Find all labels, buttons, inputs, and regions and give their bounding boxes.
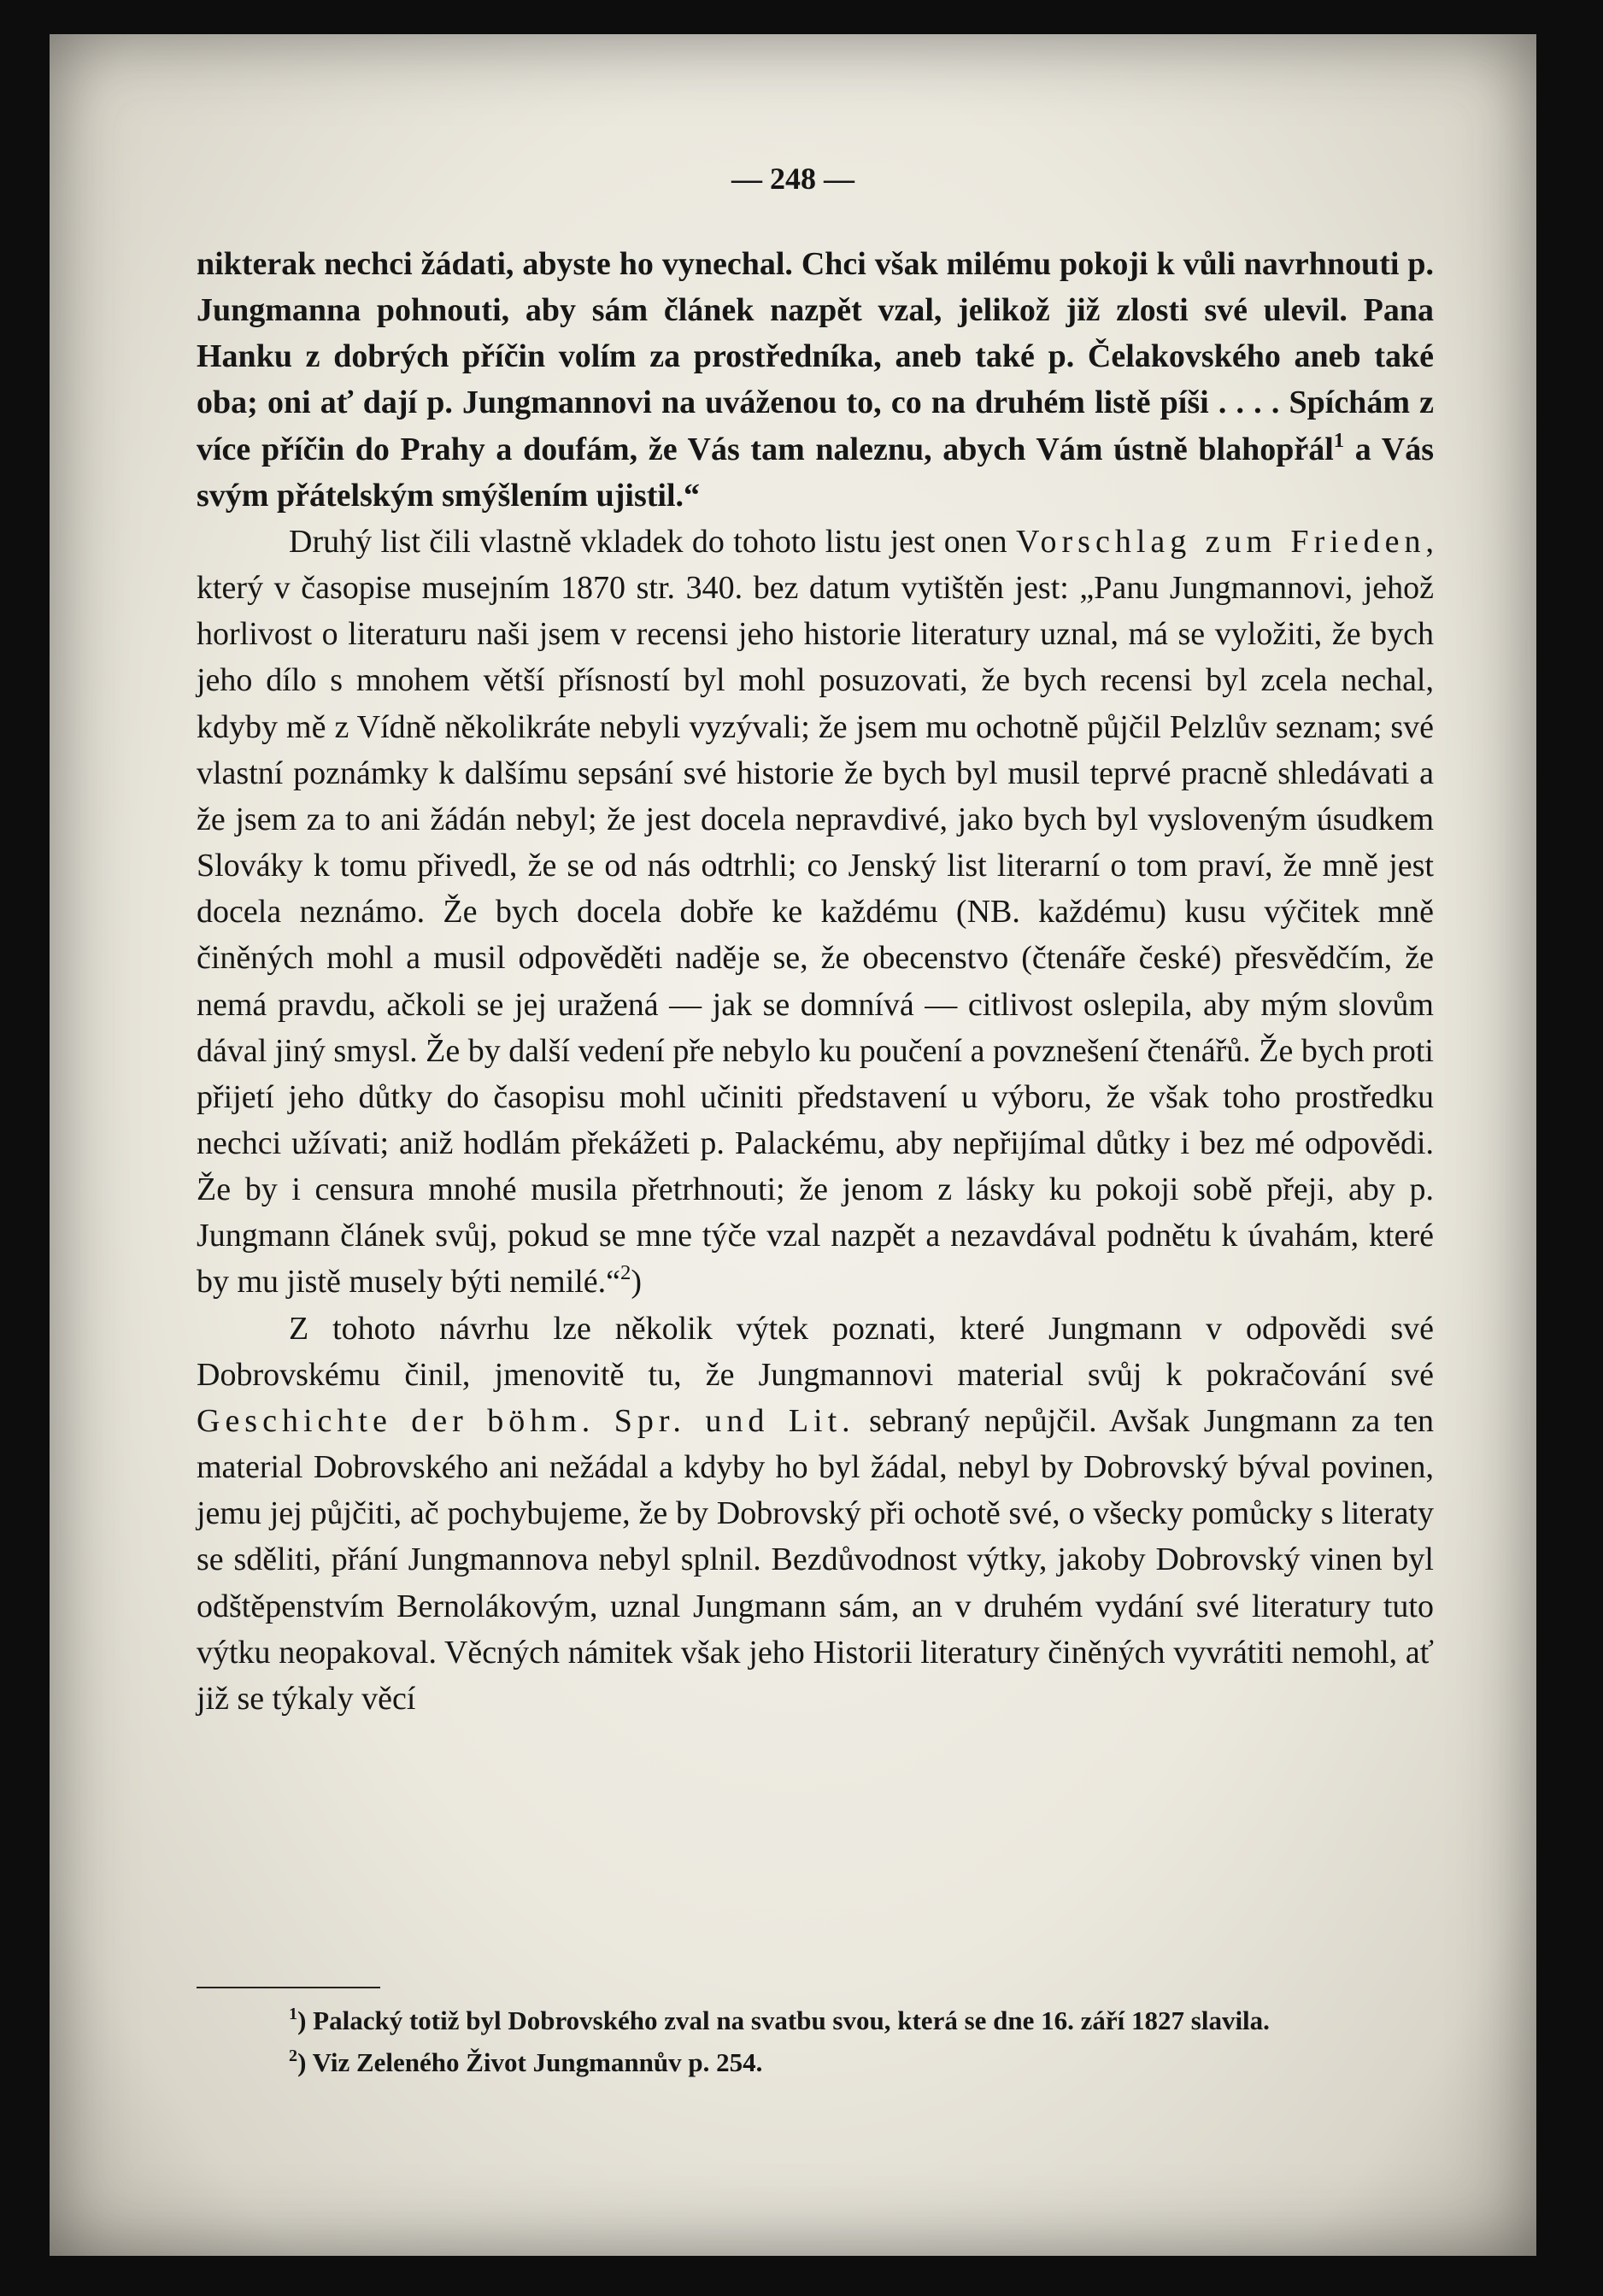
paragraph-2-before: Druhý list čili vlastně vkladek do tohoto listu jest onen [289,523,1016,560]
footnote-1-mark: 1 [289,2004,298,2023]
footnote-ref-2: 2 [620,1261,631,1285]
paragraph-3-before: Z tohoto návrhu lze několik výtek poznati, které Jungmann v odpovědi své Dobrovskému činil, jmenovitě tu, že Jungmannovi material svůj k pokračování své [197,1310,1434,1393]
footnote-1-text: ) Palacký totiž byl Dobrovského zval na svatbu svou, která se dne 16. září 1827 slavila. [297,2005,1270,2035]
book-page [50,34,1536,2256]
paragraph-1-text: nikterak nechci žádati, abyste ho vynechal. Chci však milému pokoji k vůli navrhnouti p. Jungmanna pohnouti, aby sám článek nazpět vzal, jelikož již zlosti své ulevil. Pana Hanku z dobrých příčin volím za prostředníka, aneb také p. Čelakovského aneb také oba; oni ať dají p. Jungmannovi na uváženou to, co na druhém listě píši . . . . Spíchám z více příčin do Prahy a doufám, že Vás tam naleznu, abych Vám ústně blahopřál [197,246,1434,467]
paragraph-2-text-after: ) [631,1264,643,1301]
footnote-separator [197,1987,380,1988]
footnote-ref-1: 1 [1333,428,1345,452]
paragraph-3-after: sebraný nepůjčil. Avšak Jungmann za ten material Dobrovského ani nežádal a kdyby ho byl žádal, nebyl by Dobrovský býval povinen, jemu jej půjčiti, ač pochybujeme, že by Dobrovský při ochotě své, o všecky pomůcky s literaty se sděliti, přání Jungmannova nebyl splnil. Bezdůvodnost výtky, jakoby Dobrovský vinen byl odštěpenstvím Bernolákovým, uznal Jungmann sám, an v druhém vydání své literatury tuto výtku neopakoval. Věcných námitek však jeho Historii literatury činěných vyvrátiti nemohl, ať již se týkaly věcí [197,1402,1434,1717]
paragraph-1-text-after: a Vás svým přátelským smýšlením ujistil.“ [197,431,1435,514]
footnote-2-mark: 2 [289,2046,298,2065]
footnote-1 [197,1999,1434,2041]
main-text [197,241,1434,1722]
paragraph-1 [197,241,1434,519]
paragraph-3 [197,1306,1434,1722]
footnote-2 [197,2041,1434,2083]
paragraph-2-after: , který v časopise musejním 1870 str. 340. bez datum vytištěn jest: „Panu Jungmannovi, jehož horlivost o literaturu naši jsem v recensi jeho historie literatury uznal, má se vyložiti, že bych jeho dílo s mnohem větší přísností byl mohl posuzovati, že bych recensi byl zcela nechal, kdyby mě z Vídně několikráte nebyli vyzývali; že jsem mu ochotně půjčil Pelzlův seznam; své vlastní poznámky k dalšímu sepsání své historie že bych byl musil teprvé pracně shledávati a že jsem za to ani žádán nebyl; že jest docela nepravdivé, jako bych byl vysloveným úsudkem Slováky k tomu přivedl, že se od nás odtrhli; co Jenský list literarní o tom praví, že mně jest docela neznámo. Že bych docela dobře ke každému (NB. každému) kusu výčitek mně činěných mohl a musil odpověděti naděje se, že obecenstvo (čtenáře české) přesvědčím, že nemá pravdu, ačkoli se jej uražená — jak se domnívá — citlivost oslepila, aby mým slovům dával jiný smysl. Že by další vedení pře nebylo ku poučení a povznešení čtenářů. Že bych proti přijetí jeho důtky do časopisu mohl učiniti představení u výboru, že však toho prostředku nechci užívati; aniž hodlám překážeti p. Palackému, aby nepřijímal důtky i bez mé odpovědi. Že by i censura mnohé musila přetrhnouti; že jenom z lásky ku pokoji sobě přeji, aby p. Jungmann článek svůj, pokud se mne týče vzal nazpět a nezavdával podnětu k úvahám, které by mu jistě musely býti nemilé.“ [197,523,1435,1301]
page-number: — 248 — [731,161,854,196]
footnote-2-text: ) Viz Zeleného Život Jungmannův p. 254. [297,2047,763,2077]
paragraph-2-spaced-title: Vorschlag zum Frieden [1015,523,1426,560]
footnotes [197,1999,1434,2083]
paragraph-3-spaced-title: Geschichte der böhm. Spr. und Lit. [197,1402,855,1439]
paragraph-2 [197,519,1434,1306]
